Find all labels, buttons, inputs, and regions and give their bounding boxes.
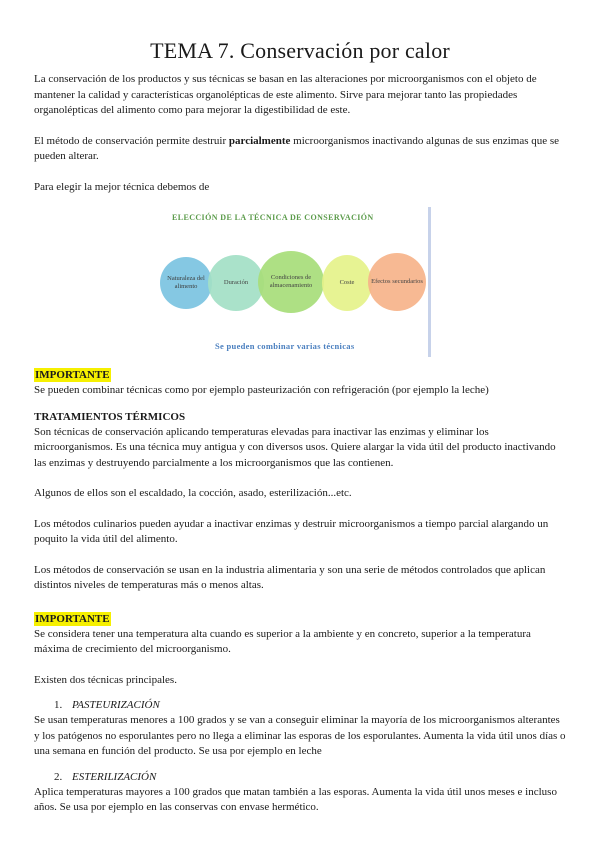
technique-1-heading (54, 698, 566, 713)
method-bold-word: parcialmente (228, 134, 291, 147)
method-text-end: microorganismos inactivando algunas de sus enzimas que se pueden alterar. (34, 134, 560, 162)
thermal-paragraph-3: Los métodos culinarios pueden ayudar a inactivar enzimas y destruir microorganismos a tiempo parcial alargando un poquito la vida útil del alimento. (34, 517, 549, 545)
diagram-divider (428, 207, 431, 357)
diagram-title: ELECCIÓN DE LA TÉCNICA DE CONSERVACIÓN (172, 213, 374, 222)
page-title: TEMA 7. Conservación por calor (150, 38, 450, 63)
intro-paragraph: La conservación de los productos y sus técnicas se basan en las alteraciones por microorganismos con el objeto de mantener la calidad y características organolépticas de este alimento. Sirve para mejorar tanto las propiedades organolépticas del alimento como para mejorar la digestibilidad de este. (34, 73, 537, 116)
heading-thermal: TRATAMIENTOS TÉRMICOS (34, 410, 186, 423)
thermal-paragraph-1: Son técnicas de conservación aplicando temperaturas elevadas para inactivar las enzimas y eliminar los microorganismos. Es una técnica muy antigua y con diversos usos. Quiere alargar la vida útil del producto inactivando las enzimas y destruyendo parcialmente a los microorganismos que las contienen. (34, 425, 556, 469)
diagram-footer: Se pueden combinar varias técnicas (215, 341, 355, 351)
technique-2-number: 2. (54, 770, 63, 783)
method-text-start: El método de conservación permite destruir (34, 134, 229, 147)
circle-nature: Naturaleza del alimento (160, 257, 212, 309)
technique-2-text: Aplica temperaturas mayores a 100 grados que matan también a las esporas. Aumenta la vida útil unos meses e incluso años. Se usa por ejemplo en las conservas con envase hermético. (34, 785, 557, 813)
thermal-paragraph-4: Los métodos de conservación se usan en la industria alimentaria y son una serie de métodos controlados que aplican distintos niveles de temperaturas más o menos altas. (34, 563, 546, 591)
important-text-2: Se considera tener una temperatura alta cuando es superior a la ambiente y en concreto, superior a la temperatura máxima de crecimiento del microorganismo. (34, 627, 531, 655)
technique-1-title: PASTEURIZACIÓN (72, 699, 160, 711)
important-block-1 (34, 365, 566, 399)
method-paragraph (34, 134, 566, 165)
technique-2-title: ESTERILIZACIÓN (72, 770, 157, 783)
technique-diagram (160, 207, 460, 357)
technique-2-heading (54, 770, 566, 785)
two-techniques-paragraph: Existen dos técnicas principales. (34, 673, 177, 686)
important-block-2 (34, 609, 566, 658)
circle-duration: Duración (208, 255, 264, 311)
technique-1-number: 1. (54, 699, 63, 711)
circle-storage: Condiciones de almacenamiento (258, 251, 324, 313)
important-label-1: IMPORTANTE (35, 369, 110, 381)
document-page (34, 38, 566, 816)
important-text-1: Se pueden combinar técnicas como por ejemplo pasteurización con refrigeración (por ejemplo la leche) (34, 384, 489, 396)
important-label-2: IMPORTANTE (35, 612, 110, 625)
circle-cost: Coste (322, 255, 372, 311)
choose-paragraph: Para elegir la mejor técnica debemos de (34, 180, 210, 193)
technique-1-text: Se usan temperaturas menores a 100 grados y se van a conseguir eliminar la mayoría de los microorganismos alterantes y los patógenos no esporulantes pero no llega a eliminar las esporas de los esporulantes. Aumenta la vida útil unos días o una semana en función del producto. Se usa por ejemplo en leche (34, 714, 566, 757)
thermal-paragraph-2: Algunos de ellos son el escaldado, la cocción, asado, esterilización...etc. (34, 487, 352, 499)
circle-side-effects: Efectos secundarios (368, 253, 426, 311)
